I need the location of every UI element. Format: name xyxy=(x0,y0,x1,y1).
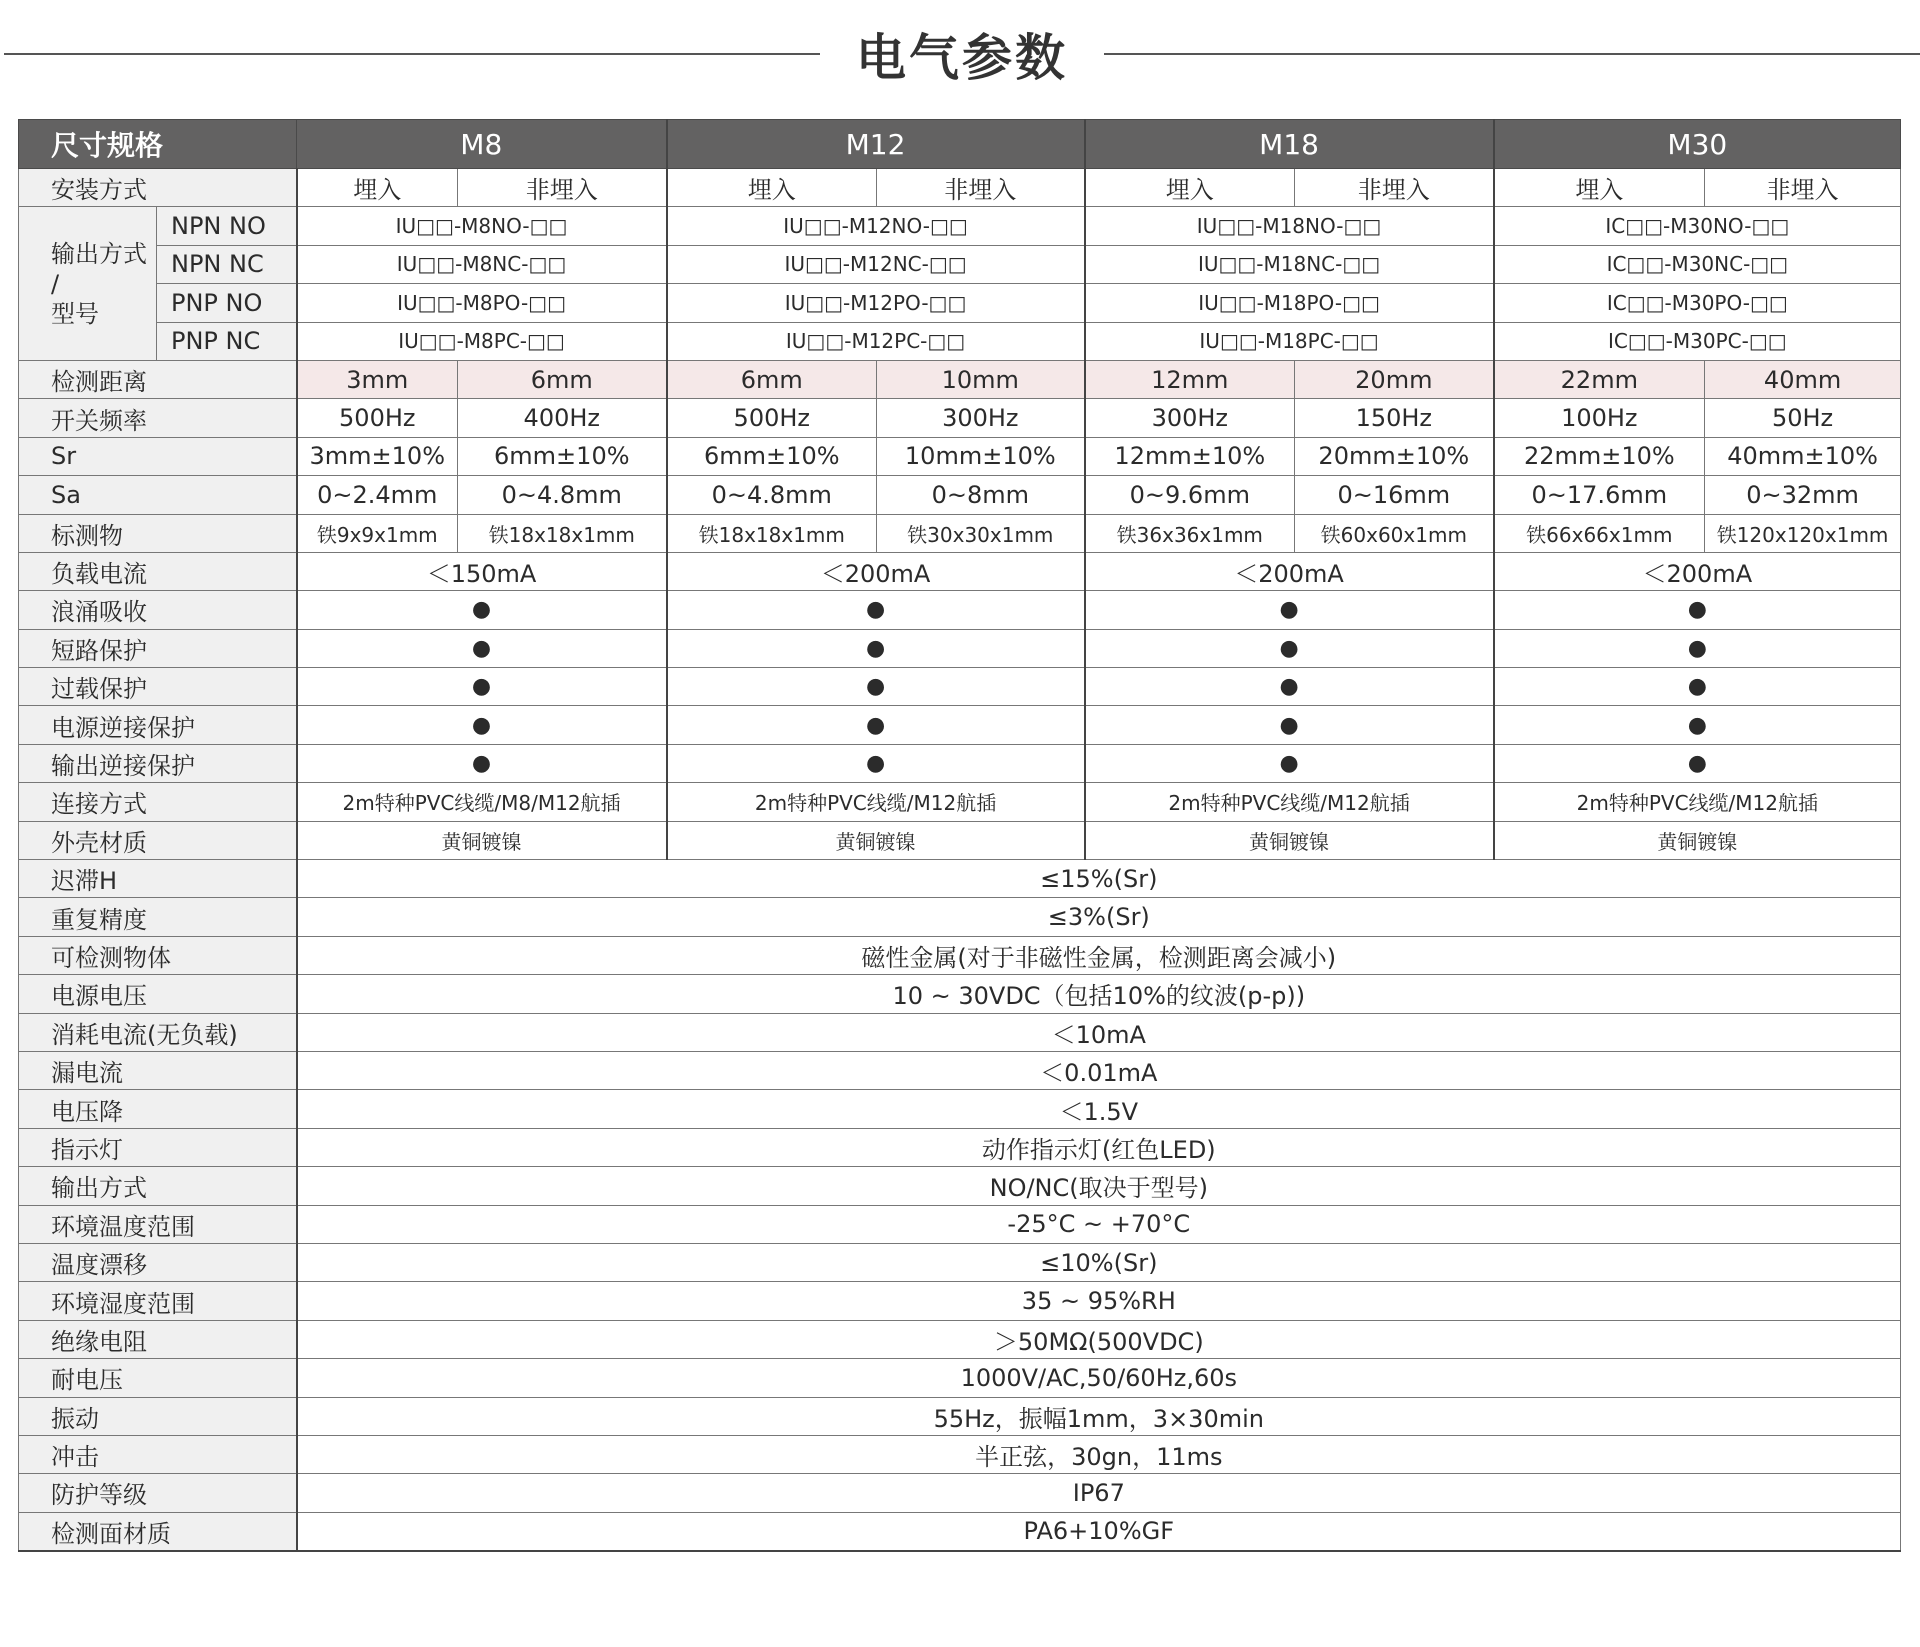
spec-row xyxy=(19,629,1901,667)
spec-value: ＜200mA xyxy=(1085,552,1494,590)
spec-value: 12mm±10% xyxy=(1085,437,1295,475)
feature-dot: ● xyxy=(1085,629,1494,667)
model-code: IU□□-M8NO-□□ xyxy=(297,207,667,245)
spec-row xyxy=(19,514,1901,552)
row-label: 可检测物体 xyxy=(19,936,297,974)
spec-value: ＜10mA xyxy=(297,1013,1901,1051)
spec-row xyxy=(19,1013,1901,1051)
model-code: IU□□-M18PC-□□ xyxy=(1085,322,1494,360)
page-title: 电气参数 xyxy=(856,29,1068,87)
feature-dot: ● xyxy=(1085,668,1494,706)
spec-value: 黄铜镀镍 xyxy=(297,821,667,859)
spec-row xyxy=(19,437,1901,475)
spec-row xyxy=(19,1282,1901,1320)
feature-dot: ● xyxy=(1085,706,1494,744)
size-header-m30: M30 xyxy=(1494,120,1901,169)
spec-row xyxy=(19,821,1901,859)
output-model-row xyxy=(19,207,1901,245)
spec-value: 20mm xyxy=(1295,360,1494,398)
spec-value: 3mm±10% xyxy=(297,437,458,475)
spec-value: 400Hz xyxy=(458,399,667,437)
row-label: 连接方式 xyxy=(19,783,297,821)
spec-row xyxy=(19,1090,1901,1128)
spec-value: 0~4.8mm xyxy=(458,476,667,514)
spec-value: 100Hz xyxy=(1494,399,1705,437)
row-label: 漏电流 xyxy=(19,1051,297,1089)
spec-value: 铁36x36x1mm xyxy=(1085,514,1295,552)
spec-value: 半正弦，30gn，11ms xyxy=(297,1435,1901,1473)
spec-value: ＜200mA xyxy=(1494,552,1901,590)
spec-row xyxy=(19,1435,1901,1473)
spec-row xyxy=(19,591,1901,629)
row-label: 重复精度 xyxy=(19,898,297,936)
spec-value: 0~9.6mm xyxy=(1085,476,1295,514)
install-cell: 埋入 xyxy=(297,169,458,207)
model-code: IU□□-M12NO-□□ xyxy=(667,207,1085,245)
spec-row xyxy=(19,898,1901,936)
size-header-m18: M18 xyxy=(1085,120,1494,169)
spec-value: 40mm±10% xyxy=(1705,437,1901,475)
model-code: IU□□-M12PC-□□ xyxy=(667,322,1085,360)
row-label: 耐电压 xyxy=(19,1359,297,1397)
spec-row xyxy=(19,1128,1901,1166)
feature-dot: ● xyxy=(667,591,1085,629)
output-type-label: PNP NO xyxy=(157,284,297,322)
spec-value: 6mm±10% xyxy=(458,437,667,475)
row-label: 冲击 xyxy=(19,1435,297,1473)
feature-dot: ● xyxy=(297,668,667,706)
spec-value: 0~2.4mm xyxy=(297,476,458,514)
install-cell: 非埋入 xyxy=(1705,169,1901,207)
spec-value: 150Hz xyxy=(1295,399,1494,437)
header-row xyxy=(19,120,1901,169)
row-label: 温度漂移 xyxy=(19,1243,297,1281)
install-cell: 埋入 xyxy=(1085,169,1295,207)
row-label: 检测距离 xyxy=(19,360,297,398)
row-label: 短路保护 xyxy=(19,629,297,667)
spec-value: 300Hz xyxy=(877,399,1085,437)
spec-value: 2m特种PVC线缆/M12航插 xyxy=(667,783,1085,821)
spec-value: ＜1.5V xyxy=(297,1090,1901,1128)
spec-row xyxy=(19,1397,1901,1435)
title-rule-right xyxy=(1104,53,1920,55)
feature-dot: ● xyxy=(1494,706,1901,744)
feature-dot: ● xyxy=(1494,591,1901,629)
spec-value: 铁30x30x1mm xyxy=(877,514,1085,552)
spec-value: 2m特种PVC线缆/M12航插 xyxy=(1085,783,1494,821)
model-code: IU□□-M8PC-□□ xyxy=(297,322,667,360)
spec-value: 500Hz xyxy=(297,399,458,437)
feature-dot: ● xyxy=(1085,744,1494,782)
model-code: IC□□-M30NC-□□ xyxy=(1494,245,1901,283)
spec-value: 22mm xyxy=(1494,360,1705,398)
model-code: IU□□-M18NO-□□ xyxy=(1085,207,1494,245)
spec-row xyxy=(19,783,1901,821)
spec-value: 0~8mm xyxy=(877,476,1085,514)
row-label: 输出逆接保护 xyxy=(19,744,297,782)
row-label: 绝缘电阻 xyxy=(19,1320,297,1358)
spec-value: 40mm xyxy=(1705,360,1901,398)
output-model-row xyxy=(19,245,1901,283)
spec-value: 1000V/AC,50/60Hz,60s xyxy=(297,1359,1901,1397)
spec-row xyxy=(19,706,1901,744)
row-label: 环境湿度范围 xyxy=(19,1282,297,1320)
spec-value: 铁18x18x1mm xyxy=(458,514,667,552)
row-label: 过载保护 xyxy=(19,668,297,706)
row-label: 检测面材质 xyxy=(19,1512,297,1551)
row-label: 输出方式 xyxy=(19,1167,297,1205)
output-model-group-label: 输出方式 / 型号 xyxy=(19,207,157,361)
spec-value: ＜200mA xyxy=(667,552,1085,590)
spec-row xyxy=(19,1051,1901,1089)
row-label: 浪涌吸收 xyxy=(19,591,297,629)
feature-dot: ● xyxy=(667,629,1085,667)
row-label: Sr xyxy=(19,437,297,475)
feature-dot: ● xyxy=(667,744,1085,782)
spec-value: 300Hz xyxy=(1085,399,1295,437)
spec-row xyxy=(19,936,1901,974)
feature-dot: ● xyxy=(297,706,667,744)
spec-value: 2m特种PVC线缆/M12航插 xyxy=(1494,783,1901,821)
output-type-label: PNP NC xyxy=(157,322,297,360)
spec-row xyxy=(19,1474,1901,1512)
spec-value: 磁性金属(对于非磁性金属，检测距离会减小) xyxy=(297,936,1901,974)
install-cell: 埋入 xyxy=(1494,169,1705,207)
spec-row xyxy=(19,1167,1901,1205)
feature-dot: ● xyxy=(1494,744,1901,782)
output-type-label: NPN NO xyxy=(157,207,297,245)
row-label: 环境温度范围 xyxy=(19,1205,297,1243)
spec-row xyxy=(19,975,1901,1013)
feature-dot: ● xyxy=(667,706,1085,744)
spec-value: 铁9x9x1mm xyxy=(297,514,458,552)
title-rule-left xyxy=(4,53,820,55)
spec-value: ≤3%(Sr) xyxy=(297,898,1901,936)
install-cell: 埋入 xyxy=(667,169,877,207)
model-code: IU□□-M18PO-□□ xyxy=(1085,284,1494,322)
spec-row xyxy=(19,1512,1901,1551)
spec-value: 3mm xyxy=(297,360,458,398)
feature-dot: ● xyxy=(297,591,667,629)
feature-dot: ● xyxy=(1494,668,1901,706)
spec-value: 500Hz xyxy=(667,399,877,437)
model-code: IU□□-M12NC-□□ xyxy=(667,245,1085,283)
row-label: 电源逆接保护 xyxy=(19,706,297,744)
row-label: 开关频率 xyxy=(19,399,297,437)
row-label: 指示灯 xyxy=(19,1128,297,1166)
spec-value: PA6+10%GF xyxy=(297,1512,1901,1551)
page-header xyxy=(0,0,1920,110)
spec-value: 10mm xyxy=(877,360,1085,398)
spec-value: 35 ~ 95%RH xyxy=(297,1282,1901,1320)
spec-value: NO/NC(取决于型号) xyxy=(297,1167,1901,1205)
spec-value: 铁120x120x1mm xyxy=(1705,514,1901,552)
row-label: 防护等级 xyxy=(19,1474,297,1512)
output-type-label: NPN NC xyxy=(157,245,297,283)
spec-value: ＜0.01mA xyxy=(297,1051,1901,1089)
spec-value: 黄铜镀镍 xyxy=(667,821,1085,859)
spec-value: 0~32mm xyxy=(1705,476,1901,514)
spec-value: 6mm xyxy=(667,360,877,398)
row-label: 迟滞H xyxy=(19,860,297,898)
row-label: 外壳材质 xyxy=(19,821,297,859)
spec-value: 50Hz xyxy=(1705,399,1901,437)
row-label: 标测物 xyxy=(19,514,297,552)
spec-row xyxy=(19,668,1901,706)
spec-value: 0~16mm xyxy=(1295,476,1494,514)
size-header-m12: M12 xyxy=(667,120,1085,169)
spec-value: 黄铜镀镍 xyxy=(1494,821,1901,859)
output-model-row xyxy=(19,284,1901,322)
spec-value: IP67 xyxy=(297,1474,1901,1512)
spec-value: -25°C ~ +70°C xyxy=(297,1205,1901,1243)
spec-table xyxy=(18,119,1901,1552)
spec-row xyxy=(19,1243,1901,1281)
install-cell: 非埋入 xyxy=(1295,169,1494,207)
model-code: IU□□-M8NC-□□ xyxy=(297,245,667,283)
spec-value: 铁66x66x1mm xyxy=(1494,514,1705,552)
spec-value: ＜150mA xyxy=(297,552,667,590)
spec-value: 6mm±10% xyxy=(667,437,877,475)
install-cell: 非埋入 xyxy=(458,169,667,207)
spec-value: 0~17.6mm xyxy=(1494,476,1705,514)
size-header-m8: M8 xyxy=(297,120,667,169)
row-label: 振动 xyxy=(19,1397,297,1435)
spec-value: 20mm±10% xyxy=(1295,437,1494,475)
spec-value: 铁18x18x1mm xyxy=(667,514,877,552)
header-label: 尺寸规格 xyxy=(19,120,297,169)
spec-value: 0~4.8mm xyxy=(667,476,877,514)
output-model-row xyxy=(19,322,1901,360)
spec-row xyxy=(19,1359,1901,1397)
feature-dot: ● xyxy=(297,629,667,667)
spec-value: 10 ~ 30VDC（包括10%的纹波(p-p)) xyxy=(297,975,1901,1013)
spec-row xyxy=(19,860,1901,898)
spec-value: 铁60x60x1mm xyxy=(1295,514,1494,552)
model-code: IU□□-M18NC-□□ xyxy=(1085,245,1494,283)
feature-dot: ● xyxy=(667,668,1085,706)
feature-dot: ● xyxy=(297,744,667,782)
feature-dot: ● xyxy=(1085,591,1494,629)
row-label: 电压降 xyxy=(19,1090,297,1128)
model-code: IC□□-M30PC-□□ xyxy=(1494,322,1901,360)
spec-value: 55Hz，振幅1mm，3×30min xyxy=(297,1397,1901,1435)
row-label: 电源电压 xyxy=(19,975,297,1013)
spec-value: 动作指示灯(红色LED) xyxy=(297,1128,1901,1166)
spec-value: 6mm xyxy=(458,360,667,398)
spec-value: 黄铜镀镍 xyxy=(1085,821,1494,859)
spec-value: 10mm±10% xyxy=(877,437,1085,475)
model-code: IU□□-M8PO-□□ xyxy=(297,284,667,322)
row-label: 负载电流 xyxy=(19,552,297,590)
spec-value: 22mm±10% xyxy=(1494,437,1705,475)
spec-value: ＞50MΩ(500VDC) xyxy=(297,1320,1901,1358)
spec-row xyxy=(19,1205,1901,1243)
spec-value: ≤10%(Sr) xyxy=(297,1243,1901,1281)
row-label: 消耗电流(无负载) xyxy=(19,1013,297,1051)
spec-row xyxy=(19,1320,1901,1358)
install-cell: 非埋入 xyxy=(877,169,1085,207)
spec-row xyxy=(19,552,1901,590)
feature-dot: ● xyxy=(1494,629,1901,667)
spec-row xyxy=(19,360,1901,398)
model-code: IC□□-M30PO-□□ xyxy=(1494,284,1901,322)
spec-row xyxy=(19,744,1901,782)
row-label: 安装方式 xyxy=(19,169,297,207)
install-row xyxy=(19,169,1901,207)
spec-row xyxy=(19,476,1901,514)
spec-value: 2m特种PVC线缆/M8/M12航插 xyxy=(297,783,667,821)
spec-row xyxy=(19,399,1901,437)
model-code: IC□□-M30NO-□□ xyxy=(1494,207,1901,245)
model-code: IU□□-M12PO-□□ xyxy=(667,284,1085,322)
spec-value: 12mm xyxy=(1085,360,1295,398)
row-label: Sa xyxy=(19,476,297,514)
spec-value: ≤15%(Sr) xyxy=(297,860,1901,898)
